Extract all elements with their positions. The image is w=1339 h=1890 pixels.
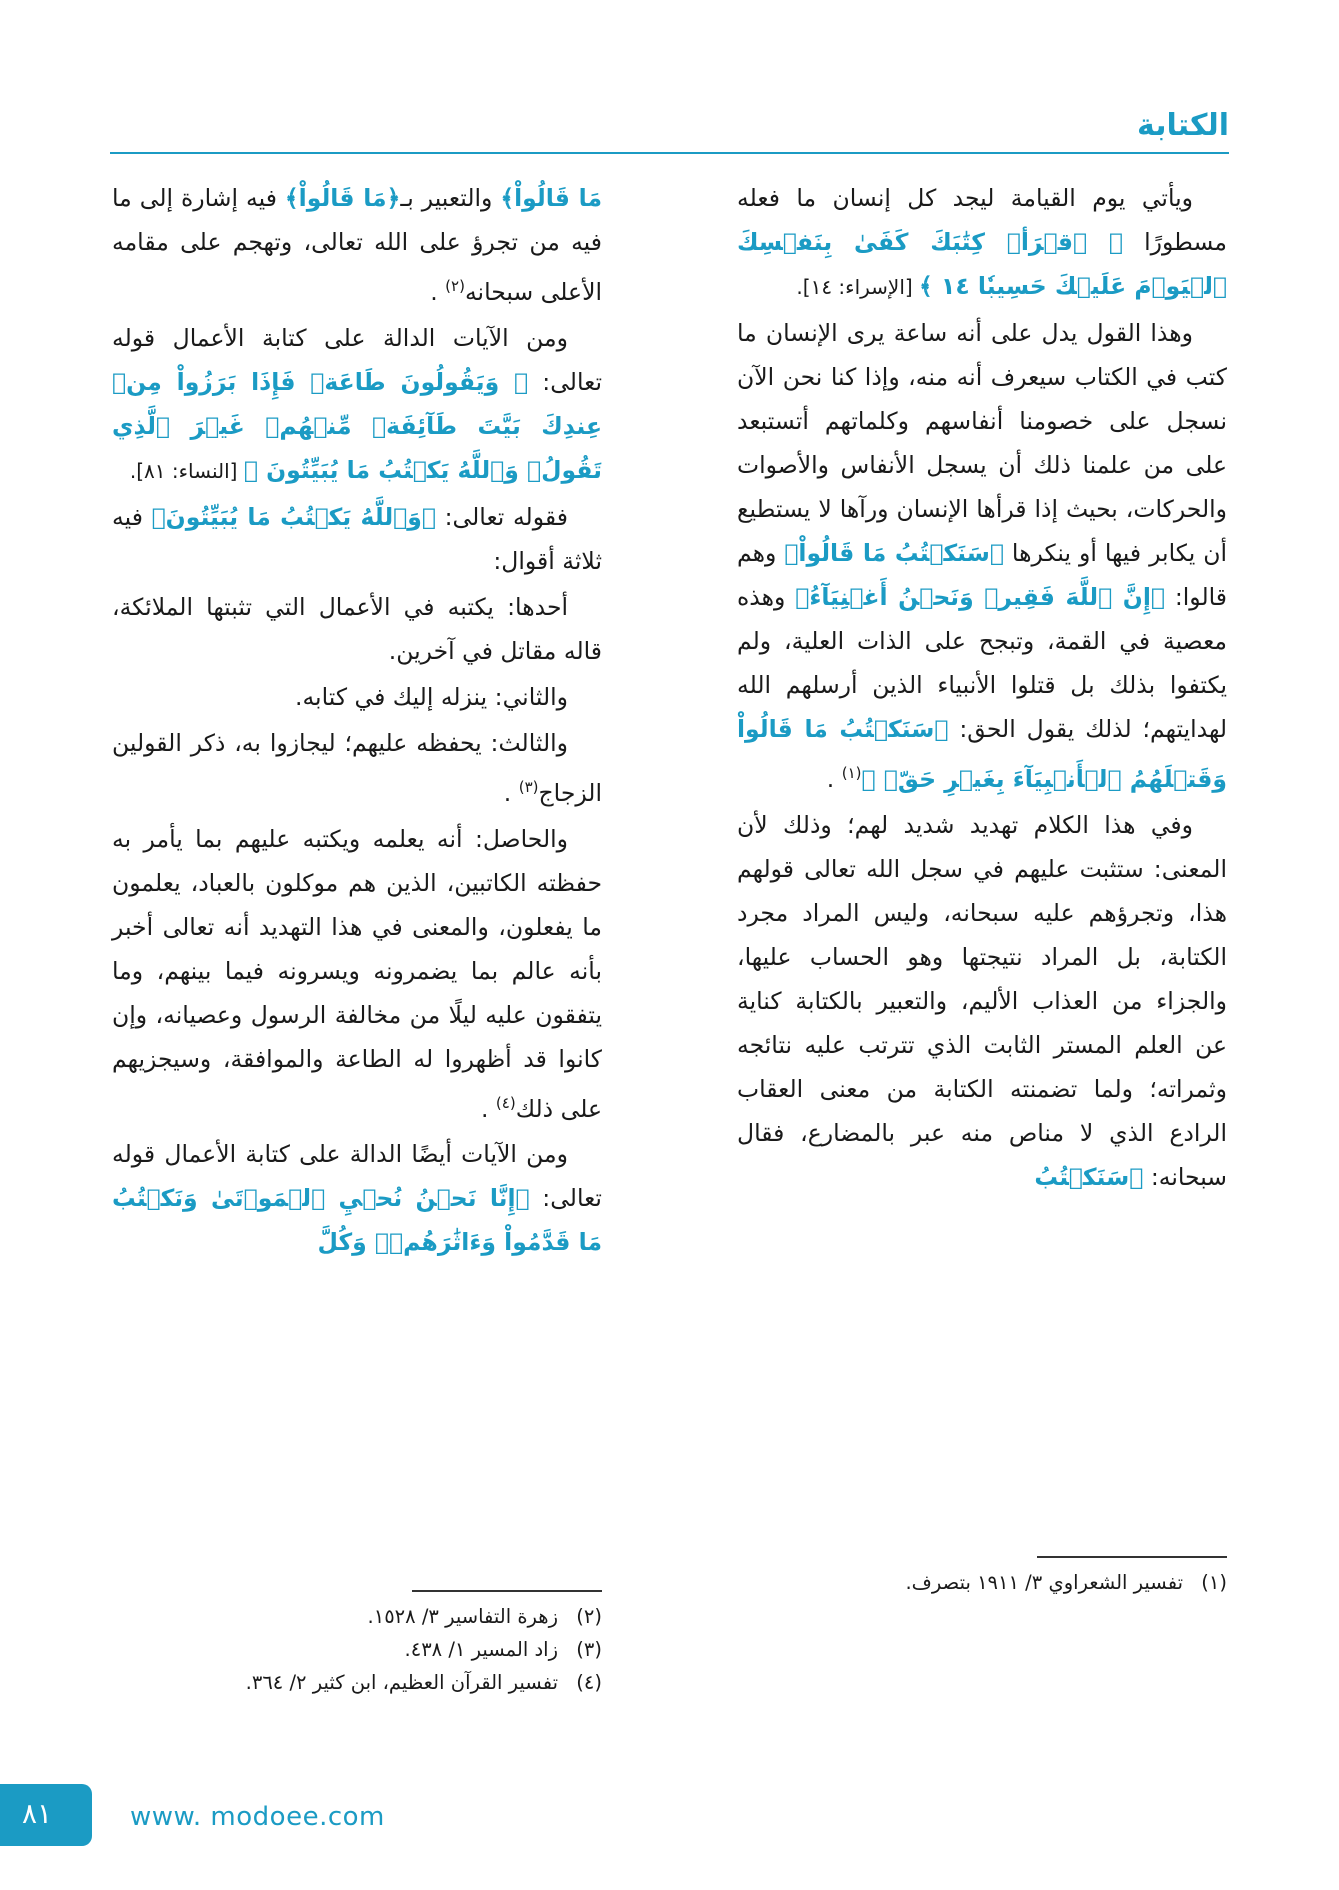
- body-text: .: [480, 1094, 496, 1123]
- footnote-number: (٢): [576, 1604, 602, 1628]
- quran-verse: ﴿سَنَكۡتُبُ مَا قَالُواْ وَقَتۡلَهُمُ ٱلۡأَنۢبِيَآءَ بِغَيۡرِ حَقّٖ ﴾: [737, 715, 1227, 793]
- body-text: فقوله تعالى:: [436, 502, 568, 531]
- footnote-text: زهرة التفاسير ٣/ ١٥٢٨.: [367, 1604, 558, 1628]
- verse-reference: [النساء: ٨١].: [129, 458, 244, 483]
- footnote-marker: (١): [841, 764, 862, 782]
- footnote-line: [112, 1600, 602, 1633]
- body-text: والحاصل: أنه يعلمه ويكتبه عليهم بما يأمر به حفظته الكاتبين، الذين هم موكلون بالعباد، يعلمون ما يفعلون، والمعنى في هذا التهديد أنه تعالى أخبر بأنه عالم بما يضمرونه ويسرونه فيما بينهم، وما يتفقون عليه ليلًا من مخالفة الرسول وعصيانه، وإن كانوا قد أظهروا له الطاعة والموافقة، وسيجزيهم على ذلك: [112, 824, 602, 1123]
- body-text: والثاني: ينزله إليك في كتابه.: [294, 682, 568, 711]
- right-footnotes: [737, 1556, 1227, 1599]
- quran-verse: ﴿ وَيَقُولُونَ طَاعَةٞ فَإِذَا بَرَزُواْ مِنۡ عِندِكَ بَيَّتَ طَآئِفَةٞ مِّنۡهُمۡ غَيۡرَ ٱلَّذِي تَقُولُۖ وَٱللَّهُ يَكۡتُبُ مَا يُبَيِّتُونَ ﴾: [112, 367, 602, 484]
- quran-verse: ﴿ ٱقۡرَأۡ كِتَٰبَكَ كَفَىٰ بِنَفۡسِكَ ٱلۡيَوۡمَ عَلَيۡكَ حَسِيبٗا ١٤ ﴾: [737, 228, 1227, 300]
- paragraph: [112, 316, 602, 493]
- quran-verse: مَا قَالُواْ﴾: [500, 184, 603, 212]
- paragraph: [737, 176, 1227, 309]
- site-url[interactable]: www. modoee.com: [130, 1802, 385, 1832]
- body-text: .: [430, 277, 446, 306]
- header-divider: [110, 152, 1229, 154]
- page-footer: [0, 1772, 1339, 1890]
- left-footnotes: [112, 1590, 602, 1699]
- footnote-marker: (٤): [495, 1093, 516, 1112]
- footnote-number: (١): [1201, 1570, 1227, 1594]
- quran-verse: ﴿مَا قَالُواْ﴾: [284, 184, 401, 212]
- body-text: وهذا القول يدل على أنه ساعة يرى الإنسان ما كتب في الكتاب سيعرف أنه منه، وإذا كنا نحن الآن نسجل على خصومنا أنفاسهم وكلماتهم أتستبعد على من علمنا ذلك أن يسجل الأنفاس والأصوات والحركات، بحيث إذا قرأها الإنسان ورآها لا يستطيع أن يكابر فيها أو ينكرها: [737, 319, 1227, 567]
- page-header: [110, 108, 1229, 156]
- footnote-divider: [412, 1590, 602, 1592]
- footnote-marker: (٢): [445, 277, 465, 295]
- footnote-number: (٤): [576, 1670, 602, 1694]
- quran-verse: ﴿سَنَكۡتُبُ مَا قَالُواْ﴾: [784, 539, 1004, 567]
- paragraph: [112, 495, 602, 583]
- body-text: ويأتي يوم القيامة ليجد كل إنسان ما فعله مسطورًا: [737, 184, 1227, 256]
- body-columns: [112, 176, 1227, 1546]
- paragraph: [112, 176, 602, 314]
- quran-verse: ﴿سَنَكۡتُبُ: [1034, 1162, 1144, 1191]
- body-text: وفي هذا الكلام تهديد شديد لهم؛ وذلك لأن المعنى: ستثبت عليهم في سجل الله تعالى قولهم هذا، وتجرؤهم عليه سبحانه، وليس المراد مجرد الكتابة، بل المراد نتيجتها وهو الحساب عليها، والجزاء من العذاب الأليم، والتعبير بالكتابة كناية عن العلم المستر الثابت الذي تترتب عليه نتائجه وثمراته؛ ولما تضمنته الكتابة من معنى العقاب الرادع الذي لا مناص منه عبر بالمضارع، فقال سبحانه:: [737, 810, 1227, 1191]
- paragraph: [737, 311, 1227, 801]
- body-text: وهم قالوا:: [737, 539, 1227, 611]
- quran-verse: ﴿وَٱللَّهُ يَكۡتُبُ مَا يُبَيِّتُونَ﴾: [151, 502, 436, 531]
- footnote-marker: (٣): [518, 777, 539, 796]
- body-text: أحدها: يكتبه في الأعمال التي تثبتها الملائكة، قاله مقاتل في آخرين.: [112, 592, 602, 665]
- footnote-divider: [1037, 1556, 1227, 1558]
- right-text-column: [737, 176, 1227, 1201]
- footnote-line: [112, 1633, 602, 1666]
- footnote-line: [737, 1566, 1227, 1599]
- footnote-text: زاد المسير ١/ ٤٣٨.: [404, 1637, 558, 1661]
- body-text: .: [503, 778, 519, 807]
- footnote-number: (٣): [576, 1637, 602, 1661]
- paragraph: [112, 721, 602, 815]
- body-text: والتعبير بـ: [400, 184, 501, 212]
- page-title: الكتابة: [1137, 108, 1229, 143]
- footnote-line: [112, 1666, 602, 1699]
- paragraph: [112, 585, 602, 673]
- body-text: .: [826, 764, 842, 793]
- quran-verse: ﴿إِنَّ ٱللَّهَ فَقِيرٞ وَنَحۡنُ أَغۡنِيَآءُ﴾: [795, 583, 1166, 611]
- paragraph: [112, 675, 602, 719]
- footnote-text: تفسير القرآن العظيم، ابن كثير ٢/ ٣٦٤.: [245, 1670, 558, 1694]
- body-text: والثالث: يحفظه عليهم؛ ليجازوا به، ذكر القولين الزجاج: [112, 728, 602, 807]
- body-text: فيه إشارة إلى ما فيه من تجرؤ على الله تعالى، وتهجم على مقامه الأعلى سبحانه: [112, 184, 602, 306]
- verse-reference: [الإسراء: ١٤].: [796, 275, 920, 299]
- paragraph: [112, 817, 602, 1131]
- footnote-text: تفسير الشعراوي ٣/ ١٩١١ بتصرف.: [905, 1570, 1183, 1594]
- body-text: فيه ثلاثة أقوال:: [112, 502, 602, 575]
- quran-verse: ﴿إِنَّا نَحۡنُ نُحۡيِ ٱلۡمَوۡتَىٰ وَنَكۡتُبُ مَا قَدَّمُواْ وَءَاثَٰرَهُمۡۚ وَكُلَّ: [112, 1184, 602, 1257]
- body-text: ومن الآيات أيضًا الدالة على كتابة الأعمال قوله تعالى:: [112, 1140, 602, 1213]
- body-text: وهذه معصية في القمة، وتبجح على الذات العلية، ولم يكتفوا بذلك بل قتلوا الأنبياء الذين أرسلهم الله لهدايتهم؛ لذلك يقول الحق:: [737, 583, 1227, 743]
- paragraph: [112, 1132, 602, 1264]
- left-text-column: [112, 176, 602, 1266]
- page-number: ٨١: [22, 1797, 53, 1830]
- body-text: ومن الآيات الدالة على كتابة الأعمال قوله تعالى:: [112, 323, 602, 396]
- paragraph: [737, 803, 1227, 1199]
